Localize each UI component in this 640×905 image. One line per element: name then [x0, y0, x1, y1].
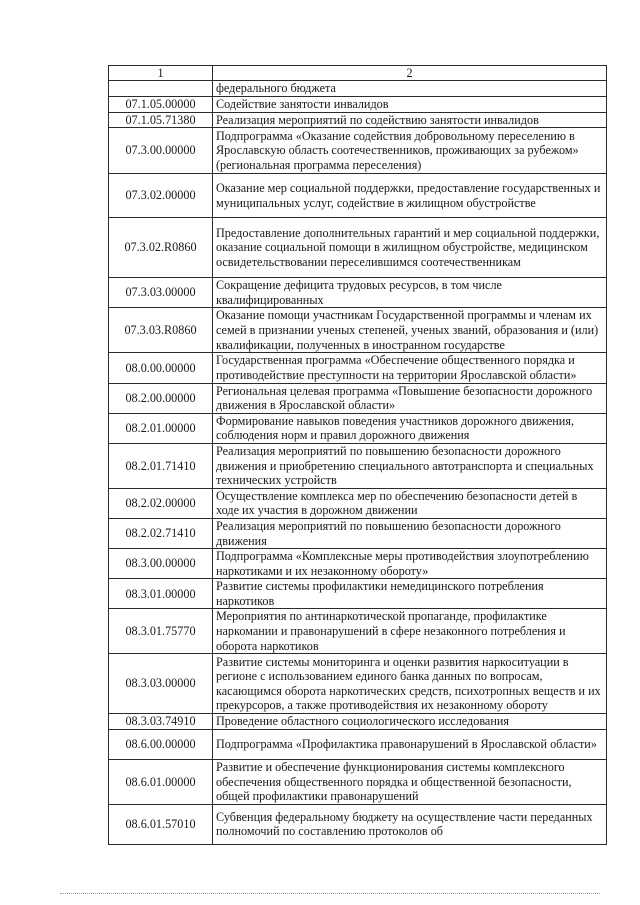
row-code-cell	[109, 81, 213, 97]
table-row	[109, 443, 607, 488]
table-row	[109, 97, 607, 113]
table-row	[109, 174, 607, 218]
classification-table	[108, 65, 607, 845]
table-row	[109, 353, 607, 383]
table-row	[109, 714, 607, 730]
table-row	[109, 488, 607, 518]
row-code-cell: 07.3.02.00000	[109, 174, 213, 218]
row-description-cell: Формирование навыков поведения участников дорожного движения, соблюдения норм и правил дорожного движения	[213, 413, 607, 443]
table-row	[109, 112, 607, 128]
row-code-cell: 07.3.02.R0860	[109, 218, 213, 278]
table-row	[109, 278, 607, 308]
row-description-cell: Осуществление комплекса мер по обеспечению безопасности детей в ходе их участия в дорожном движении	[213, 488, 607, 518]
row-code-cell: 07.1.05.00000	[109, 97, 213, 113]
row-description-cell: Мероприятия по антинаркотической пропаганде, профилактике наркомании и правонарушений в сфере незаконного потребления и оборота наркотиков	[213, 609, 607, 654]
row-description-cell: Подпрограмма «Оказание содействия добровольному переселению в Ярославскую область соотечественников, проживающих за рубежом» (региональная программа переселения)	[213, 128, 607, 174]
row-description-cell: Развитие системы профилактики немедицинского потребления наркотиков	[213, 579, 607, 609]
row-code-cell: 08.3.01.75770	[109, 609, 213, 654]
row-code-cell: 07.3.03.R0860	[109, 308, 213, 353]
column-header-code: 1	[109, 66, 213, 81]
table-row	[109, 308, 607, 353]
row-description-cell: Развитие системы мониторинга и оценки развития наркоситуации в регионе с использованием единого банка данных по вопросам, касающимся оборота наркотических средств, психотропных веществ и их прекурсоров, а также противодействия их незаконному обороту	[213, 654, 607, 714]
row-code-cell: 08.2.01.71410	[109, 443, 213, 488]
row-code-cell: 08.2.02.00000	[109, 488, 213, 518]
table-row	[109, 383, 607, 413]
row-description-cell: Государственная программа «Обеспечение общественного порядка и противодействие преступности на территории Ярославской области»	[213, 353, 607, 383]
table-row	[109, 218, 607, 278]
row-code-cell: 08.2.01.00000	[109, 413, 213, 443]
row-description-cell: Сокращение дефицита трудовых ресурсов, в том числе квалифицированных	[213, 278, 607, 308]
row-description-cell: Подпрограмма «Комплексные меры противодействия злоупотреблению наркотиками и их незаконному обороту»	[213, 549, 607, 579]
table-row	[109, 654, 607, 714]
row-description-cell: Региональная целевая программа «Повышение безопасности дорожного движения в Ярославской области»	[213, 383, 607, 413]
row-description-cell: Реализация мероприятий по содействию занятости инвалидов	[213, 112, 607, 128]
row-description-cell: Субвенция федеральному бюджету на осуществление части переданных полномочий по составлению протоколов об	[213, 804, 607, 844]
column-header-description: 2	[213, 66, 607, 81]
row-description-cell: федерального бюджета	[213, 81, 607, 97]
row-description-cell: Развитие и обеспечение функционирования системы комплексного обеспечения общественного порядка и общественной безопасности, общей профилактики правонарушений	[213, 759, 607, 804]
row-description-cell: Предоставление дополнительных гарантий и мер социальной поддержки, оказание социальной помощи в жилищном обустройстве, медицинском освидетельствовании переселившимся соотечественникам	[213, 218, 607, 278]
row-code-cell: 08.6.00.00000	[109, 729, 213, 759]
table-row	[109, 759, 607, 804]
table-row	[109, 549, 607, 579]
row-description-cell: Оказание помощи участникам Государственной программы и членам их семей в признании ученых степеней, ученых званий, образования и (или) квалификации, полученных в иностранном государстве	[213, 308, 607, 353]
scan-edge-line	[60, 893, 600, 895]
table-row	[109, 81, 607, 97]
table-row	[109, 804, 607, 844]
table-header-row	[109, 66, 607, 81]
row-code-cell: 08.2.02.71410	[109, 518, 213, 548]
table-row	[109, 413, 607, 443]
row-description-cell: Содействие занятости инвалидов	[213, 97, 607, 113]
table-row	[109, 729, 607, 759]
row-description-cell: Реализация мероприятий по повышению безопасности дорожного движения и приобретению специального автотранспорта и специальных технических устройств	[213, 443, 607, 488]
row-code-cell: 07.3.03.00000	[109, 278, 213, 308]
table-row	[109, 579, 607, 609]
row-code-cell: 08.0.00.00000	[109, 353, 213, 383]
table-row	[109, 609, 607, 654]
row-code-cell: 08.3.03.00000	[109, 654, 213, 714]
row-code-cell: 08.6.01.57010	[109, 804, 213, 844]
row-description-cell: Реализация мероприятий по повышению безопасности дорожного движения	[213, 518, 607, 548]
row-description-cell: Оказание мер социальной поддержки, предоставление государственных и муниципальных услуг, содействие в жилищном обустройстве	[213, 174, 607, 218]
row-code-cell: 07.1.05.71380	[109, 112, 213, 128]
row-code-cell: 08.3.03.74910	[109, 714, 213, 730]
row-description-cell: Проведение областного социологического исследования	[213, 714, 607, 730]
table-row	[109, 128, 607, 174]
row-code-cell: 08.2.00.00000	[109, 383, 213, 413]
row-code-cell: 08.6.01.00000	[109, 759, 213, 804]
table-row	[109, 518, 607, 548]
row-code-cell: 08.3.00.00000	[109, 549, 213, 579]
row-code-cell: 07.3.00.00000	[109, 128, 213, 174]
row-code-cell: 08.3.01.00000	[109, 579, 213, 609]
row-description-cell: Подпрограмма «Профилактика правонарушений в Ярославской области»	[213, 729, 607, 759]
